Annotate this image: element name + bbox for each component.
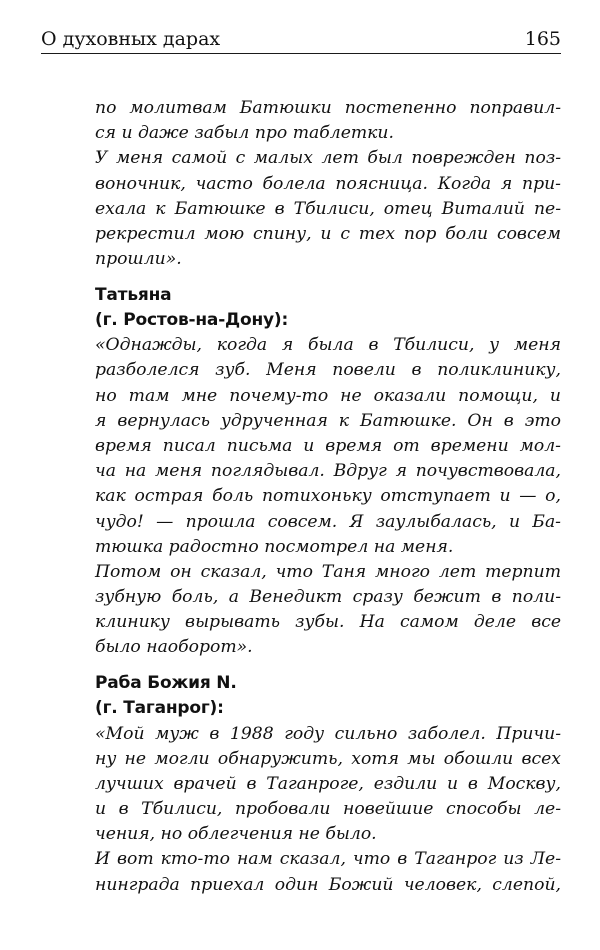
text-line: время писал письма и время от времени мол- xyxy=(95,435,561,456)
body-text xyxy=(95,96,561,898)
text-line: но там мне почему-то не оказали помощи, и xyxy=(95,385,561,406)
text-line: прошли». xyxy=(95,249,182,270)
text-line: нинграда приехал один Божий человек, слепой, xyxy=(95,874,561,895)
text-line: ехала к Батюшке в Тбилиси, отец Виталий пе- xyxy=(95,198,561,219)
chapter-title: О духовных дарах xyxy=(41,28,221,50)
text-line: было наоборот». xyxy=(95,637,253,658)
text-line: рекрестил мою спину, и с тех пор боли совсем xyxy=(95,223,561,244)
text-line: зубную боль, а Венедикт сразу бежит в поли- xyxy=(95,587,561,608)
page-number: 165 xyxy=(524,28,561,50)
text-line: клинику вырывать зубы. На самом деле все xyxy=(95,612,561,633)
running-header xyxy=(41,26,561,54)
text-line: ну не могли обнаружить, хотя мы обошли всех xyxy=(95,748,561,769)
testimony-location: (г. Таганрог): xyxy=(95,698,224,719)
testimony-location: (г. Ростов-на-Дону): xyxy=(95,310,289,330)
text-line: тюшка радостно посмотрел на меня. xyxy=(95,536,454,557)
section-gap xyxy=(95,272,561,283)
text-line: ся и даже забыл про таблетки. xyxy=(95,123,394,144)
text-line: лучших врачей в Таганроге, ездили и в Москву, xyxy=(95,773,561,794)
text-line: воночник, часто болела поясница. Когда я при- xyxy=(95,173,561,194)
text-line: У меня самой с малых лет был поврежден поз- xyxy=(95,148,561,169)
text-line: «Мой муж в 1988 году сильно заболел. Причи- xyxy=(95,723,561,744)
text-line: я вернулась удрученная к Батюшке. Он в это xyxy=(95,410,561,431)
section-gap xyxy=(95,661,561,672)
text-line: ча на меня поглядывал. Вдруг я почувствовала, xyxy=(95,461,561,482)
text-line: чения, но облегчения не было. xyxy=(95,824,377,845)
text-line: по молитвам Батюшки постепенно поправил- xyxy=(95,98,561,118)
text-line: И вот кто-то нам сказал, что в Таганрог из Ле- xyxy=(95,849,561,870)
text-line: разболелся зуб. Меня повели в поликлинику, xyxy=(95,360,561,381)
text-line: как острая боль потихоньку отступает и — о, xyxy=(95,486,561,507)
testimony-author: Раба Божия N. xyxy=(95,673,237,694)
text-line: Потом он сказал, что Таня много лет терпит xyxy=(95,561,561,582)
text-line: и в Тбилиси, пробовали новейшие способы ле- xyxy=(95,799,561,820)
testimony-author: Татьяна xyxy=(95,284,172,305)
text-line: «Однажды, когда я была в Тбилиси, у меня xyxy=(95,335,561,356)
text-line: чудо! — прошла совсем. Я заулыбалась, и Ба- xyxy=(95,511,561,532)
